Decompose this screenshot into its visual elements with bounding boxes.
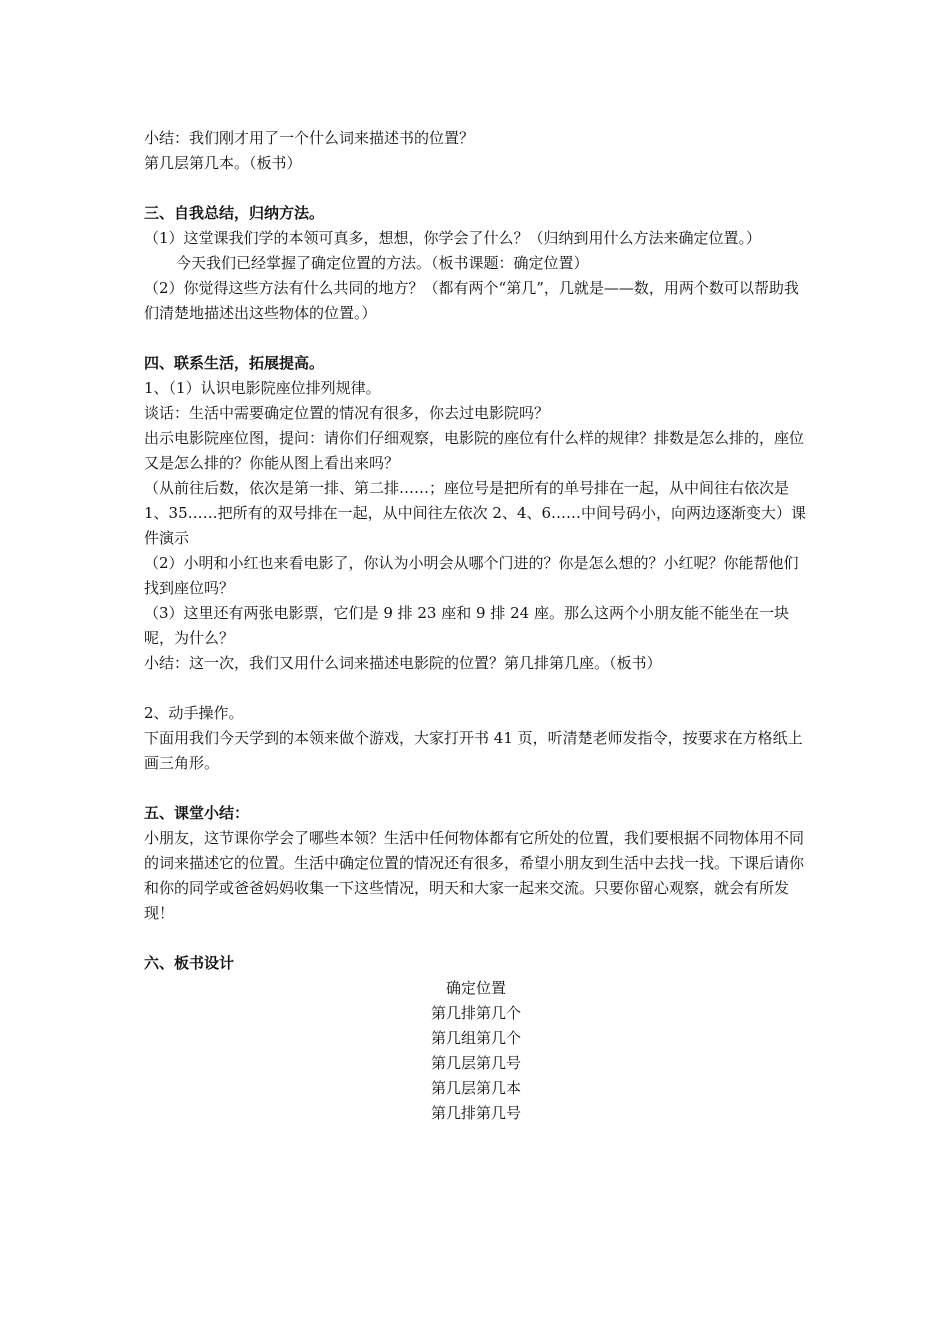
board-line: 第几组第几个 — [430, 1029, 521, 1047]
summary-question: 小结：我们刚才用了一个什么词来描述书的位置？ — [144, 129, 475, 147]
section-3-title: 三、自我总结，归纳方法。 — [144, 204, 325, 222]
section-3-paragraph-1: （1）这堂课我们学的本领可真多，想想，你学会了什么？（归纳到用什么方法来确定位置。） — [144, 229, 762, 247]
board-line-title: 确定位置 — [445, 979, 506, 997]
section-4-item-1: 1、（1）认识电影院座位排列规律。 — [144, 379, 381, 397]
spacer — [144, 176, 808, 201]
section-3-paragraph-3: （2）你觉得这些方法有什么共同的地方？（都有两个“第几”，几就是——数，用两个数可以帮助我们清楚地描述出这些物体的位置。） — [144, 279, 799, 322]
section-4-show: 出示电影院座位图，提问：请你们仔细观察，电影院的座位有什么样的规律？排数是怎么排的，座位又是怎么排的？你能从图上看出来吗？ — [144, 429, 805, 472]
section-4-question-2: （2）小明和小红也来看电影了，你认为小明会从哪个门进的？你是怎么想的？小红呢？你能帮他们找到座位吗？ — [144, 554, 799, 597]
section-4-question-3: （3）这里还有两张电影票，它们是 9 排 23 座和 9 排 24 座。那么这两个小朋友能不能坐在一块呢，为什么？ — [144, 604, 789, 647]
section-4-title: 四、联系生活，拓展提高。 — [144, 354, 325, 372]
section-3-paragraph-2: 今天我们已经掌握了确定位置的方法。（板书课题：确定位置） — [176, 254, 589, 272]
board-design — [144, 976, 808, 1126]
spacer — [144, 326, 808, 351]
spacer — [144, 776, 808, 801]
section-4-summary: 小结：这一次，我们又用什么词来描述电影院的位置？第几排第几座。（板书） — [144, 654, 662, 672]
summary-answer: 第几层第几本。（板书） — [144, 154, 302, 172]
section-6-title: 六、板书设计 — [144, 954, 235, 972]
document-page — [144, 126, 808, 1126]
section-5-title: 五、课堂小结： — [144, 804, 250, 822]
spacer — [144, 676, 808, 701]
section-4-game: 下面用我们今天学到的本领来做个游戏，大家打开书 41 页，听清楚老师发指令，按要求在方格纸上画三角形。 — [144, 729, 803, 772]
board-line: 第几层第几本 — [430, 1079, 521, 1097]
board-line: 第几排第几号 — [430, 1104, 521, 1122]
section-4-answer: （从前往后数，依次是第一排、第二排……；座位号是把所有的单号排在一起，从中间往右依次是 1、35……把所有的双号排在一起，从中间往左依次 2、4、6……中间号码小，向两边逐渐变大）课件演示 — [144, 479, 807, 547]
section-4-talk: 谈话：生活中需要确定位置的情况有很多，你去过电影院吗？ — [144, 404, 550, 422]
spacer — [144, 926, 808, 951]
section-4-item-2: 2、动手操作。 — [144, 704, 244, 722]
section-5-text: 小朋友，这节课你学会了哪些本领？生活中任何物体都有它所处的位置，我们要根据不同物体用不同的词来描述它的位置。生活中确定位置的情况还有很多，希望小朋友到生活中去找一找。下课后请你和你的同学或爸爸妈妈收集一下这些情况，明天和大家一起来交流。只要你留心观察，就会有所发现！ — [144, 829, 805, 922]
board-line: 第几排第几个 — [430, 1004, 521, 1022]
board-line: 第几层第几号 — [430, 1054, 521, 1072]
